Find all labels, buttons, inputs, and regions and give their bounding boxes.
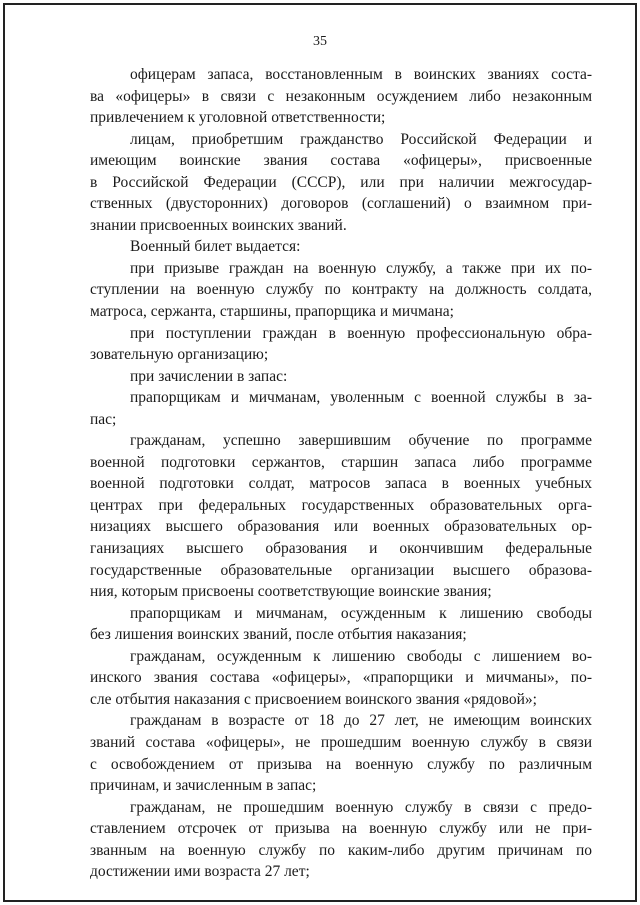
paragraph xyxy=(90,129,592,237)
text-line: при зачислении в запас: xyxy=(130,367,288,385)
paragraph xyxy=(90,64,592,129)
text-line: при призыве граждан на военную службу, а также при их по- xyxy=(130,259,592,277)
paragraph xyxy=(90,366,592,388)
text-line: привлечением к уголовной ответственности; xyxy=(90,109,386,127)
paragraph xyxy=(90,603,592,646)
text-line: при поступлении граждан в военную профессиональную обра- xyxy=(130,324,592,342)
text-line: достижении ими возраста 27 лет; xyxy=(90,863,310,881)
text-line: инского звания состава «офицеры», «прапорщики и мичманы», по- xyxy=(90,669,592,687)
paragraph xyxy=(90,710,592,796)
text-line: офицерам запаса, восстановленным в воинских званиях соста- xyxy=(130,66,592,83)
text-line: Военный билет выдается: xyxy=(130,238,301,256)
paragraph xyxy=(90,430,592,602)
text-line: ственных (двусторонних) договоров (соглашений) о взаимном при- xyxy=(90,195,592,213)
paragraph xyxy=(90,646,592,711)
text-line: центрах при федеральных государственных образовательных орга- xyxy=(90,496,592,514)
text-line: низациях высшего образования или военных образовательных ор- xyxy=(90,518,592,536)
text-line: военной подготовки солдат, матросов запаса в военных учебных xyxy=(90,475,592,493)
text-line: матроса, сержанта, старшины, прапорщика и мичмана; xyxy=(90,303,454,321)
text-line: без лишения воинских званий, после отбытия наказания; xyxy=(90,626,467,644)
text-line: прапорщикам и мичманам, осужденным к лишению свободы xyxy=(130,604,592,622)
text-line: государственные образовательные организации высшего образова- xyxy=(90,561,592,579)
text-line: в Российской Федерации (СССР), или при наличии межгосудар- xyxy=(90,173,592,191)
text-line: зовательную организацию; xyxy=(90,346,269,364)
text-line: гражданам в возрасте от 18 до 27 лет, не имеющим воинских xyxy=(130,712,592,730)
text-line: званным на военную службу по каким-либо другим причинам по xyxy=(90,841,592,859)
text-line: гражданам, осужденным к лишению свободы с лишением во- xyxy=(130,647,592,665)
text-line: пас; xyxy=(90,410,117,428)
text-line: имеющим воинские звания состава «офицеры», присвоенные xyxy=(90,152,592,170)
text-line: ставлением отсрочек от призыва на военную службу или не при- xyxy=(90,820,592,838)
text-line: ва «офицеры» в связи с незаконным осуждением либо незаконным xyxy=(90,87,592,105)
text-line: ния, которым присвоены соответствующие воинские звания; xyxy=(90,583,492,601)
text-line: гражданам, не прошедшим военную службу в связи с предо- xyxy=(130,798,592,816)
text-line: званий состава «офицеры», не прошедшим военную службу в связи xyxy=(90,733,592,751)
text-line: с освобождением от призыва на военную службу по различным xyxy=(90,755,592,773)
text-line: военной подготовки сержантов, старшин запаса либо программе xyxy=(90,453,592,471)
paragraph xyxy=(90,797,592,883)
text-line: причинам, и зачисленным в запас; xyxy=(90,777,317,795)
paragraph xyxy=(90,323,592,366)
paragraph xyxy=(90,387,592,430)
page-number: 35 xyxy=(313,34,327,49)
paragraph xyxy=(90,258,592,323)
text-line: сле отбытия наказания с присвоением воинского звания «рядовой»; xyxy=(90,690,537,708)
text-line: ганизациях высшего образования и окончившим федеральные xyxy=(90,540,592,558)
text-line: знании присвоенных воинских званий. xyxy=(90,216,347,234)
text-line: прапорщикам и мичманам, уволенным с военной службы в за- xyxy=(130,389,592,407)
text-line: гражданам, успешно завершившим обучение по программе xyxy=(130,432,592,450)
text-line: ступлении на военную службу по контракту на должность солдата, xyxy=(90,281,592,299)
document-body xyxy=(90,64,592,883)
text-line: лицам, приобретшим гражданство Российской Федерации и xyxy=(130,130,592,148)
paragraph xyxy=(90,236,592,258)
